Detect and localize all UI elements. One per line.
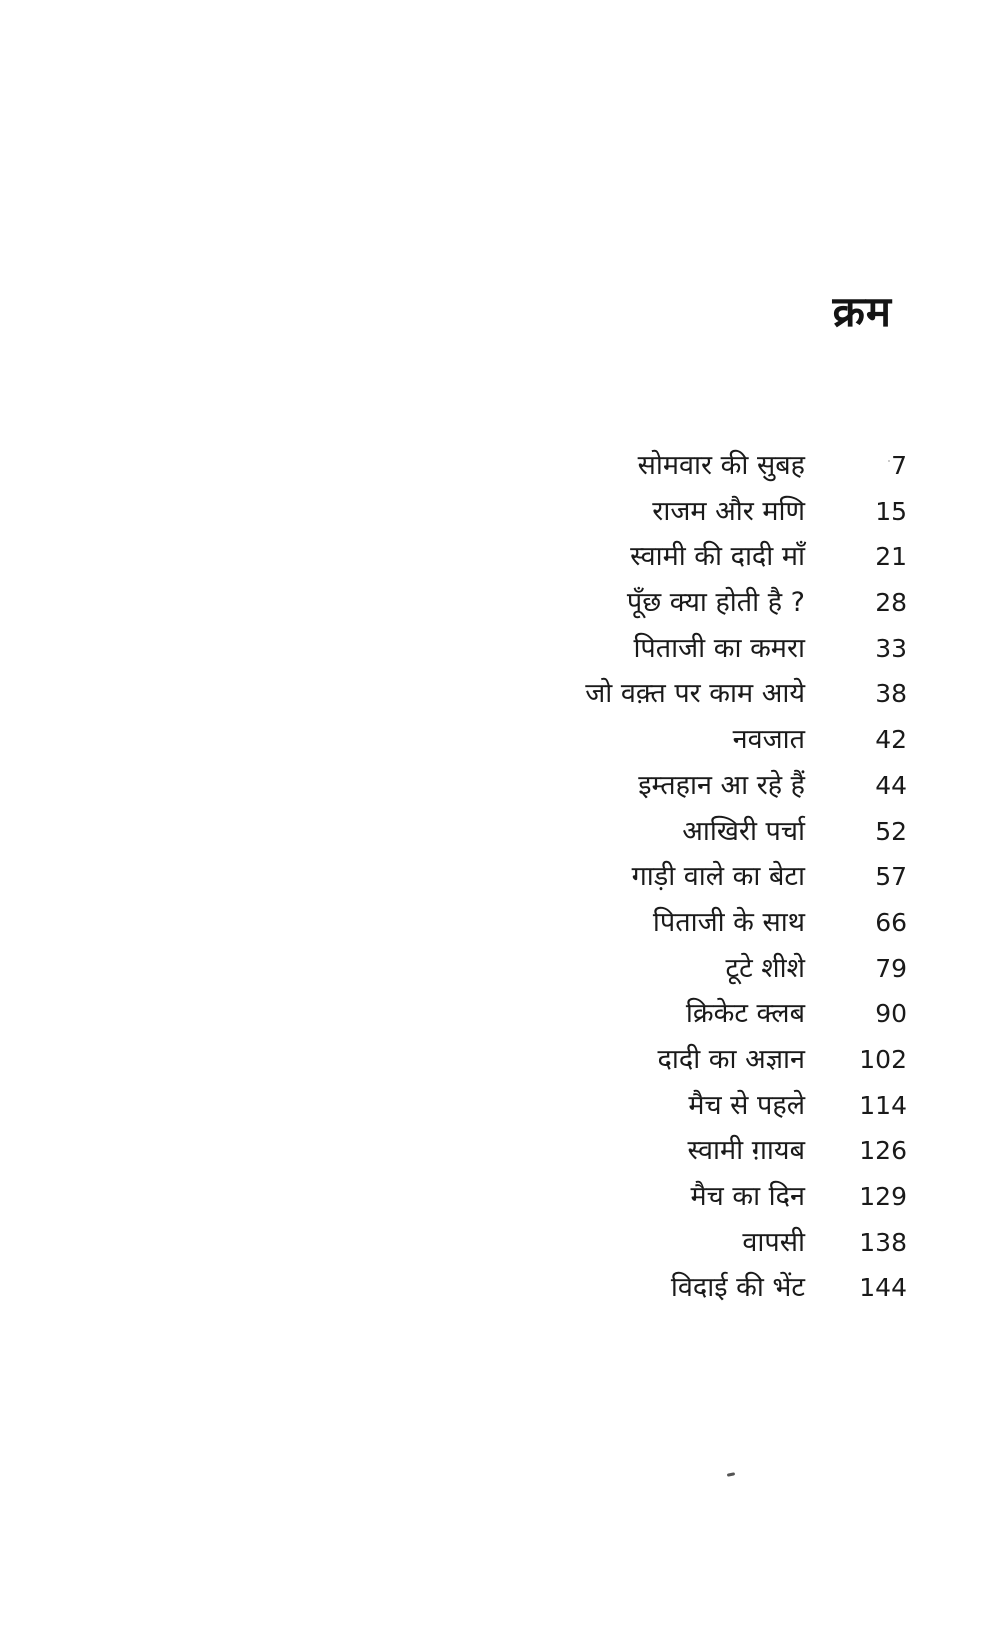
toc-entry-title: पिताजी का कमरा xyxy=(633,632,805,664)
toc-entry xyxy=(467,536,907,582)
toc-entry-title: पिताजी के साथ xyxy=(652,906,805,938)
toc-entry-title: दादी का अज्ञान xyxy=(657,1043,805,1075)
toc-entry xyxy=(467,1039,907,1085)
toc-entry-page: 57 xyxy=(875,862,907,892)
toc-entry-title: स्वामी ग़ायब xyxy=(687,1135,805,1167)
toc-entry xyxy=(467,948,907,994)
toc-entry-page: 33 xyxy=(875,633,907,663)
toc-entry-page: 90 xyxy=(875,999,907,1029)
toc-entry-title: मैच से पहले xyxy=(688,1089,805,1121)
toc-entry-page: 79 xyxy=(875,953,907,983)
toc-entry xyxy=(467,673,907,719)
toc-entry xyxy=(467,993,907,1039)
toc-entry-title: जो वक़्त पर काम आये xyxy=(585,678,805,710)
toc-entry-title: इम्तहान आ रहे हैं xyxy=(638,769,805,801)
toc-entry xyxy=(467,491,907,537)
toc-entry-page: 21 xyxy=(875,542,907,572)
toc-entry-title: मैच का दिन xyxy=(690,1181,805,1212)
toc-entry xyxy=(467,628,907,674)
toc-entry-title: राजम और मणि xyxy=(652,495,805,527)
toc-entry-title: वापसी xyxy=(742,1226,805,1258)
toc-entry-title: विदाई की भेंट xyxy=(670,1272,805,1304)
toc-entry-page: 129 xyxy=(859,1182,907,1211)
toc-entry-title: गाड़ी वाले का बेटा xyxy=(631,861,805,893)
toc-entry xyxy=(467,811,907,857)
toc-entry-title: नवजात xyxy=(732,724,805,756)
ink-mark xyxy=(727,1472,735,1477)
toc-entry-title: आखिरी पर्चा xyxy=(682,815,805,847)
toc-entry-page: 42 xyxy=(875,725,907,755)
toc-entry-page: 126 xyxy=(859,1136,907,1166)
toc-entry xyxy=(467,582,907,628)
toc-entry-page: 15 xyxy=(875,496,907,526)
toc-entry xyxy=(467,1130,907,1176)
toc-entry-page: 138 xyxy=(859,1227,907,1257)
toc-entry xyxy=(467,445,907,491)
toc-entry-title: क्रिकेट क्लब xyxy=(685,998,805,1030)
toc-entry-page: 114 xyxy=(859,1090,907,1120)
toc-entry xyxy=(467,856,907,902)
toc-entry-title: टूटे शीशे xyxy=(725,952,805,984)
toc-entry-page: 44 xyxy=(875,770,907,800)
toc-entry-page: 102 xyxy=(859,1044,907,1074)
toc-entry xyxy=(467,719,907,765)
toc-entry-page: 7 xyxy=(891,451,907,480)
page-title: क्रम xyxy=(832,287,892,336)
paper-speck xyxy=(888,460,890,462)
toc-entry xyxy=(467,1085,907,1131)
toc-entry xyxy=(467,1267,907,1313)
toc-entry xyxy=(467,1176,907,1222)
toc-entry-title: सोमवार की सुबह xyxy=(637,450,805,481)
toc-entry-page: 144 xyxy=(859,1273,907,1303)
toc-entry xyxy=(467,1222,907,1268)
table-of-contents xyxy=(467,445,907,1313)
toc-entry-title: स्वामी की दादी माँ xyxy=(630,541,805,573)
toc-entry xyxy=(467,902,907,948)
toc-entry-page: 38 xyxy=(875,679,907,709)
toc-entry-page: 28 xyxy=(875,588,907,618)
toc-entry-page: 66 xyxy=(875,907,907,937)
toc-entry xyxy=(467,765,907,811)
toc-entry-title: पूँछ क्या होती है ? xyxy=(626,587,805,619)
toc-entry-page: 52 xyxy=(875,816,907,846)
